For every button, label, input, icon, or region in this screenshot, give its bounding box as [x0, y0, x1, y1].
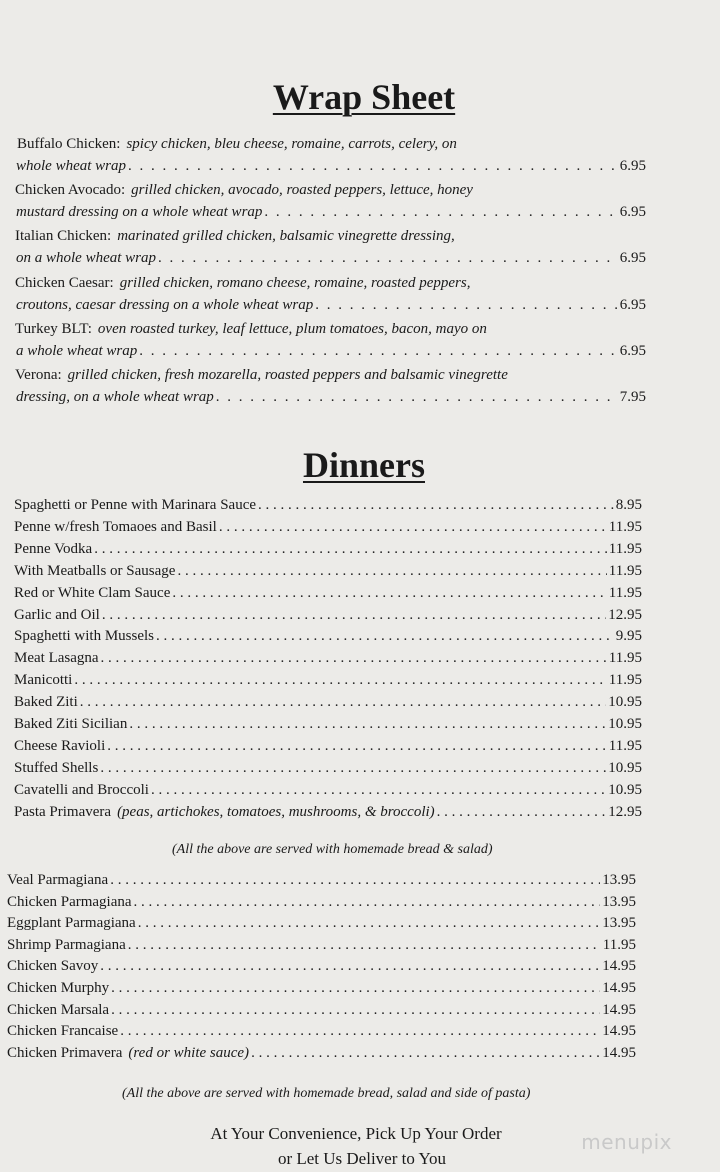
- pasta-item-price: 11.95: [608, 540, 642, 557]
- wrap-item-price: 7.95: [619, 389, 646, 405]
- wrap-item-price: 6.95: [619, 158, 646, 174]
- parm-item: [7, 894, 636, 911]
- wrap-item-line2: [16, 389, 646, 406]
- parm-item-name: Shrimp Parmagiana: [7, 936, 126, 953]
- parm-item: [7, 872, 636, 889]
- leader-dots: [156, 628, 614, 645]
- pasta-item: [14, 519, 642, 536]
- wrap-item-desc: spicy chicken, bleu cheese, romaine, carrots, celery, on: [126, 136, 457, 152]
- pasta-item-name: Baked Ziti Sicilian: [14, 716, 128, 732]
- parm-item-name: Chicken Francaise: [7, 1023, 119, 1040]
- pasta-item: [14, 694, 642, 711]
- pasta-item: [14, 804, 642, 821]
- pasta-item-price: 12.95: [608, 606, 642, 623]
- leader-dots: [139, 343, 617, 360]
- leader-dots: [138, 915, 601, 932]
- wrap-item-desc: marinated grilled chicken, balsamic vinegrette dressing,: [117, 228, 455, 245]
- pasta-item: [14, 497, 642, 514]
- parm-item-name: Chicken Primavera: [7, 1044, 123, 1061]
- pasta-item-name: Cheese Ravioli: [14, 737, 106, 754]
- parm-item-price: 14.95: [602, 958, 636, 975]
- parm-item: [7, 1023, 636, 1040]
- leader-dots: [80, 694, 607, 711]
- parm-item-name: Chicken Marsala: [7, 1001, 110, 1018]
- pasta-item-name: Manicotti: [14, 672, 73, 689]
- wrap-item-line2: [16, 250, 646, 267]
- pasta-item-price: 10.95: [608, 759, 642, 776]
- pasta-item-name: Garlic and Oil: [14, 606, 100, 623]
- leader-dots: [219, 519, 607, 536]
- leader-dots: [74, 672, 606, 689]
- leader-dots: [134, 894, 601, 911]
- leader-dots: [315, 297, 618, 314]
- wrap-item-price: 6.95: [619, 250, 646, 267]
- parm-item-price: 13.95: [602, 893, 636, 910]
- wrap-item-name: Buffalo Chicken:: [17, 136, 121, 152]
- wrap-item-name: Turkey BLT:: [15, 320, 92, 337]
- pasta-item-name: Spaghetti or Penne with Marinara Sauce: [14, 497, 257, 513]
- pasta-item: [14, 585, 642, 602]
- wrap-item-desc-cont: a whole wheat wrap: [16, 342, 138, 359]
- wrap-item-line1: [17, 136, 457, 153]
- wrap-item-desc-cont: mustard dressing on a whole wheat wrap: [16, 204, 263, 221]
- pasta-item-price: 11.95: [608, 672, 642, 689]
- parm-item-name: Veal Parmagiana: [7, 872, 109, 888]
- pasta-item-price: 8.95: [615, 497, 642, 513]
- parm-item: [7, 937, 636, 954]
- leader-dots: [151, 782, 606, 799]
- leader-dots: [120, 1023, 600, 1040]
- parm-item-price: 13.95: [602, 872, 636, 888]
- pasta-item-price: 12.95: [608, 803, 642, 820]
- wrap-item-name: Chicken Avocado:: [15, 182, 126, 199]
- wrap-item-line1: [15, 367, 508, 384]
- dinners-title: Dinners: [302, 445, 425, 485]
- wrap-item-desc: grilled chicken, fresh mozarella, roasted peppers and balsamic vinegrette: [67, 367, 508, 383]
- wrap-item-name: Italian Chicken:: [15, 228, 112, 245]
- pasta-item-price: 10.95: [608, 781, 642, 798]
- wrap-item-desc-cont: dressing, on a whole wheat wrap: [16, 389, 214, 405]
- leader-dots: [129, 716, 606, 733]
- parm-item-price: 14.95: [602, 1023, 636, 1040]
- wrap-item-line2: [16, 343, 646, 360]
- pasta-item-price: 11.95: [608, 737, 642, 754]
- pasta-item-price: 10.95: [608, 694, 642, 711]
- leader-dots: [101, 650, 607, 667]
- parm-item: [7, 1002, 636, 1019]
- parm-item-price: 14.95: [602, 1044, 636, 1061]
- parm-item-price: 14.95: [602, 980, 636, 996]
- leader-dots: [111, 980, 600, 997]
- leader-dots: [128, 158, 618, 175]
- pasta-item-name: Meat Lasagna: [14, 650, 99, 667]
- pasta-item-name: Spaghetti with Mussels: [14, 628, 155, 645]
- wrap-item-desc-cont: on a whole wheat wrap: [16, 250, 157, 267]
- pasta-item-name: Penne w/fresh Tomaoes and Basil: [14, 518, 217, 535]
- wrap-item-name: Chicken Caesar:: [15, 274, 114, 291]
- wrap-item-price: 6.95: [619, 296, 646, 313]
- parm-note: (All the above are served with homemade bread, salad and side of pasta): [122, 1086, 531, 1101]
- pasta-item: [14, 650, 642, 667]
- pasta-item: [14, 738, 642, 755]
- pasta-item-price: 11.95: [608, 518, 642, 535]
- wrap-item-desc-cont: whole wheat wrap: [16, 158, 127, 174]
- wrap-item-line1: [15, 182, 473, 199]
- pasta-item-name: Penne Vodka: [14, 540, 93, 557]
- pasta-item: [14, 716, 642, 733]
- leader-dots: [110, 872, 600, 889]
- wrap-item-desc: oven roasted turkey, leaf lettuce, plum tomatoes, bacon, mayo on: [97, 320, 487, 337]
- parm-item-desc: (red or white sauce): [128, 1044, 250, 1061]
- pasta-item: [14, 607, 642, 624]
- parm-item-name: Chicken Murphy: [7, 980, 110, 996]
- pasta-item-name: Stuffed Shells: [14, 759, 99, 776]
- parm-item: [7, 1045, 636, 1062]
- footer-line-2: or Let Us Deliver to You: [277, 1149, 447, 1168]
- parm-item-name: Chicken Parmagiana: [7, 893, 132, 910]
- wrap-item-line2: [16, 204, 646, 221]
- wrap-item-line1: [15, 275, 470, 292]
- wrap-sheet-title: Wrap Sheet: [272, 77, 456, 117]
- pasta-item-name: Cavatelli and Broccoli: [14, 781, 149, 798]
- pasta-item: [14, 782, 642, 799]
- pasta-item-name: Baked Ziti: [14, 694, 78, 711]
- wrap-item-desc: grilled chicken, romano cheese, romaine, roasted peppers,: [119, 274, 471, 291]
- pasta-item: [14, 760, 642, 777]
- leader-dots: [128, 937, 601, 954]
- pasta-item: [14, 541, 642, 558]
- leader-dots: [258, 497, 614, 514]
- pasta-item: [14, 628, 642, 645]
- leader-dots: [100, 760, 606, 777]
- parm-item-name: Eggplant Parmagiana: [7, 915, 136, 932]
- pasta-item-name: Pasta Primavera: [14, 803, 112, 820]
- leader-dots: [251, 1045, 600, 1062]
- parm-item-name: Chicken Savoy: [7, 958, 99, 975]
- pasta-note: (All the above are served with homemade bread & salad): [172, 842, 493, 857]
- parm-item-price: 14.95: [602, 1001, 636, 1018]
- wrap-item-price: 6.95: [619, 204, 646, 221]
- parm-item-price: 13.95: [602, 915, 636, 932]
- pasta-item-price: 11.95: [608, 650, 642, 667]
- leader-dots: [158, 250, 618, 267]
- leader-dots: [94, 541, 607, 558]
- watermark: menupix: [581, 1130, 672, 1154]
- parm-item: [7, 915, 636, 932]
- wrap-item-price: 6.95: [619, 342, 646, 359]
- leader-dots: [111, 1002, 600, 1019]
- wrap-item-line1: [15, 228, 455, 245]
- leader-dots: [437, 804, 607, 821]
- wrap-item-line2: [16, 158, 646, 175]
- pasta-item-desc: (peas, artichokes, tomatoes, mushrooms, & broccoli): [117, 803, 435, 820]
- pasta-item-price: 9.95: [615, 628, 642, 645]
- footer-line-1: At Your Convenience, Pick Up Your Order: [210, 1124, 502, 1143]
- pasta-item-name: Red or White Clam Sauce: [14, 584, 171, 601]
- wrap-item-line1: [15, 321, 487, 338]
- leader-dots: [264, 204, 617, 221]
- leader-dots: [102, 607, 606, 624]
- wrap-item-desc: grilled chicken, avocado, roasted peppers, lettuce, honey: [131, 182, 473, 199]
- pasta-item-price: 11.95: [608, 562, 642, 579]
- wrap-item-desc-cont: croutons, caesar dressing on a whole wheat wrap: [16, 296, 314, 313]
- wrap-item-name: Verona:: [15, 367, 62, 383]
- pasta-item-name: With Meatballs or Sausage: [14, 562, 176, 579]
- parm-item-price: 11.95: [602, 936, 636, 953]
- pasta-item: [14, 563, 642, 580]
- leader-dots: [216, 389, 618, 406]
- leader-dots: [100, 958, 600, 975]
- wrap-item-line2: [16, 297, 646, 314]
- parm-item: [7, 980, 636, 997]
- leader-dots: [177, 563, 606, 580]
- pasta-item-price: 11.95: [608, 584, 642, 601]
- parm-item: [7, 958, 636, 975]
- pasta-item-price: 10.95: [608, 716, 642, 732]
- leader-dots: [107, 738, 607, 755]
- pasta-item: [14, 672, 642, 689]
- leader-dots: [172, 585, 606, 602]
